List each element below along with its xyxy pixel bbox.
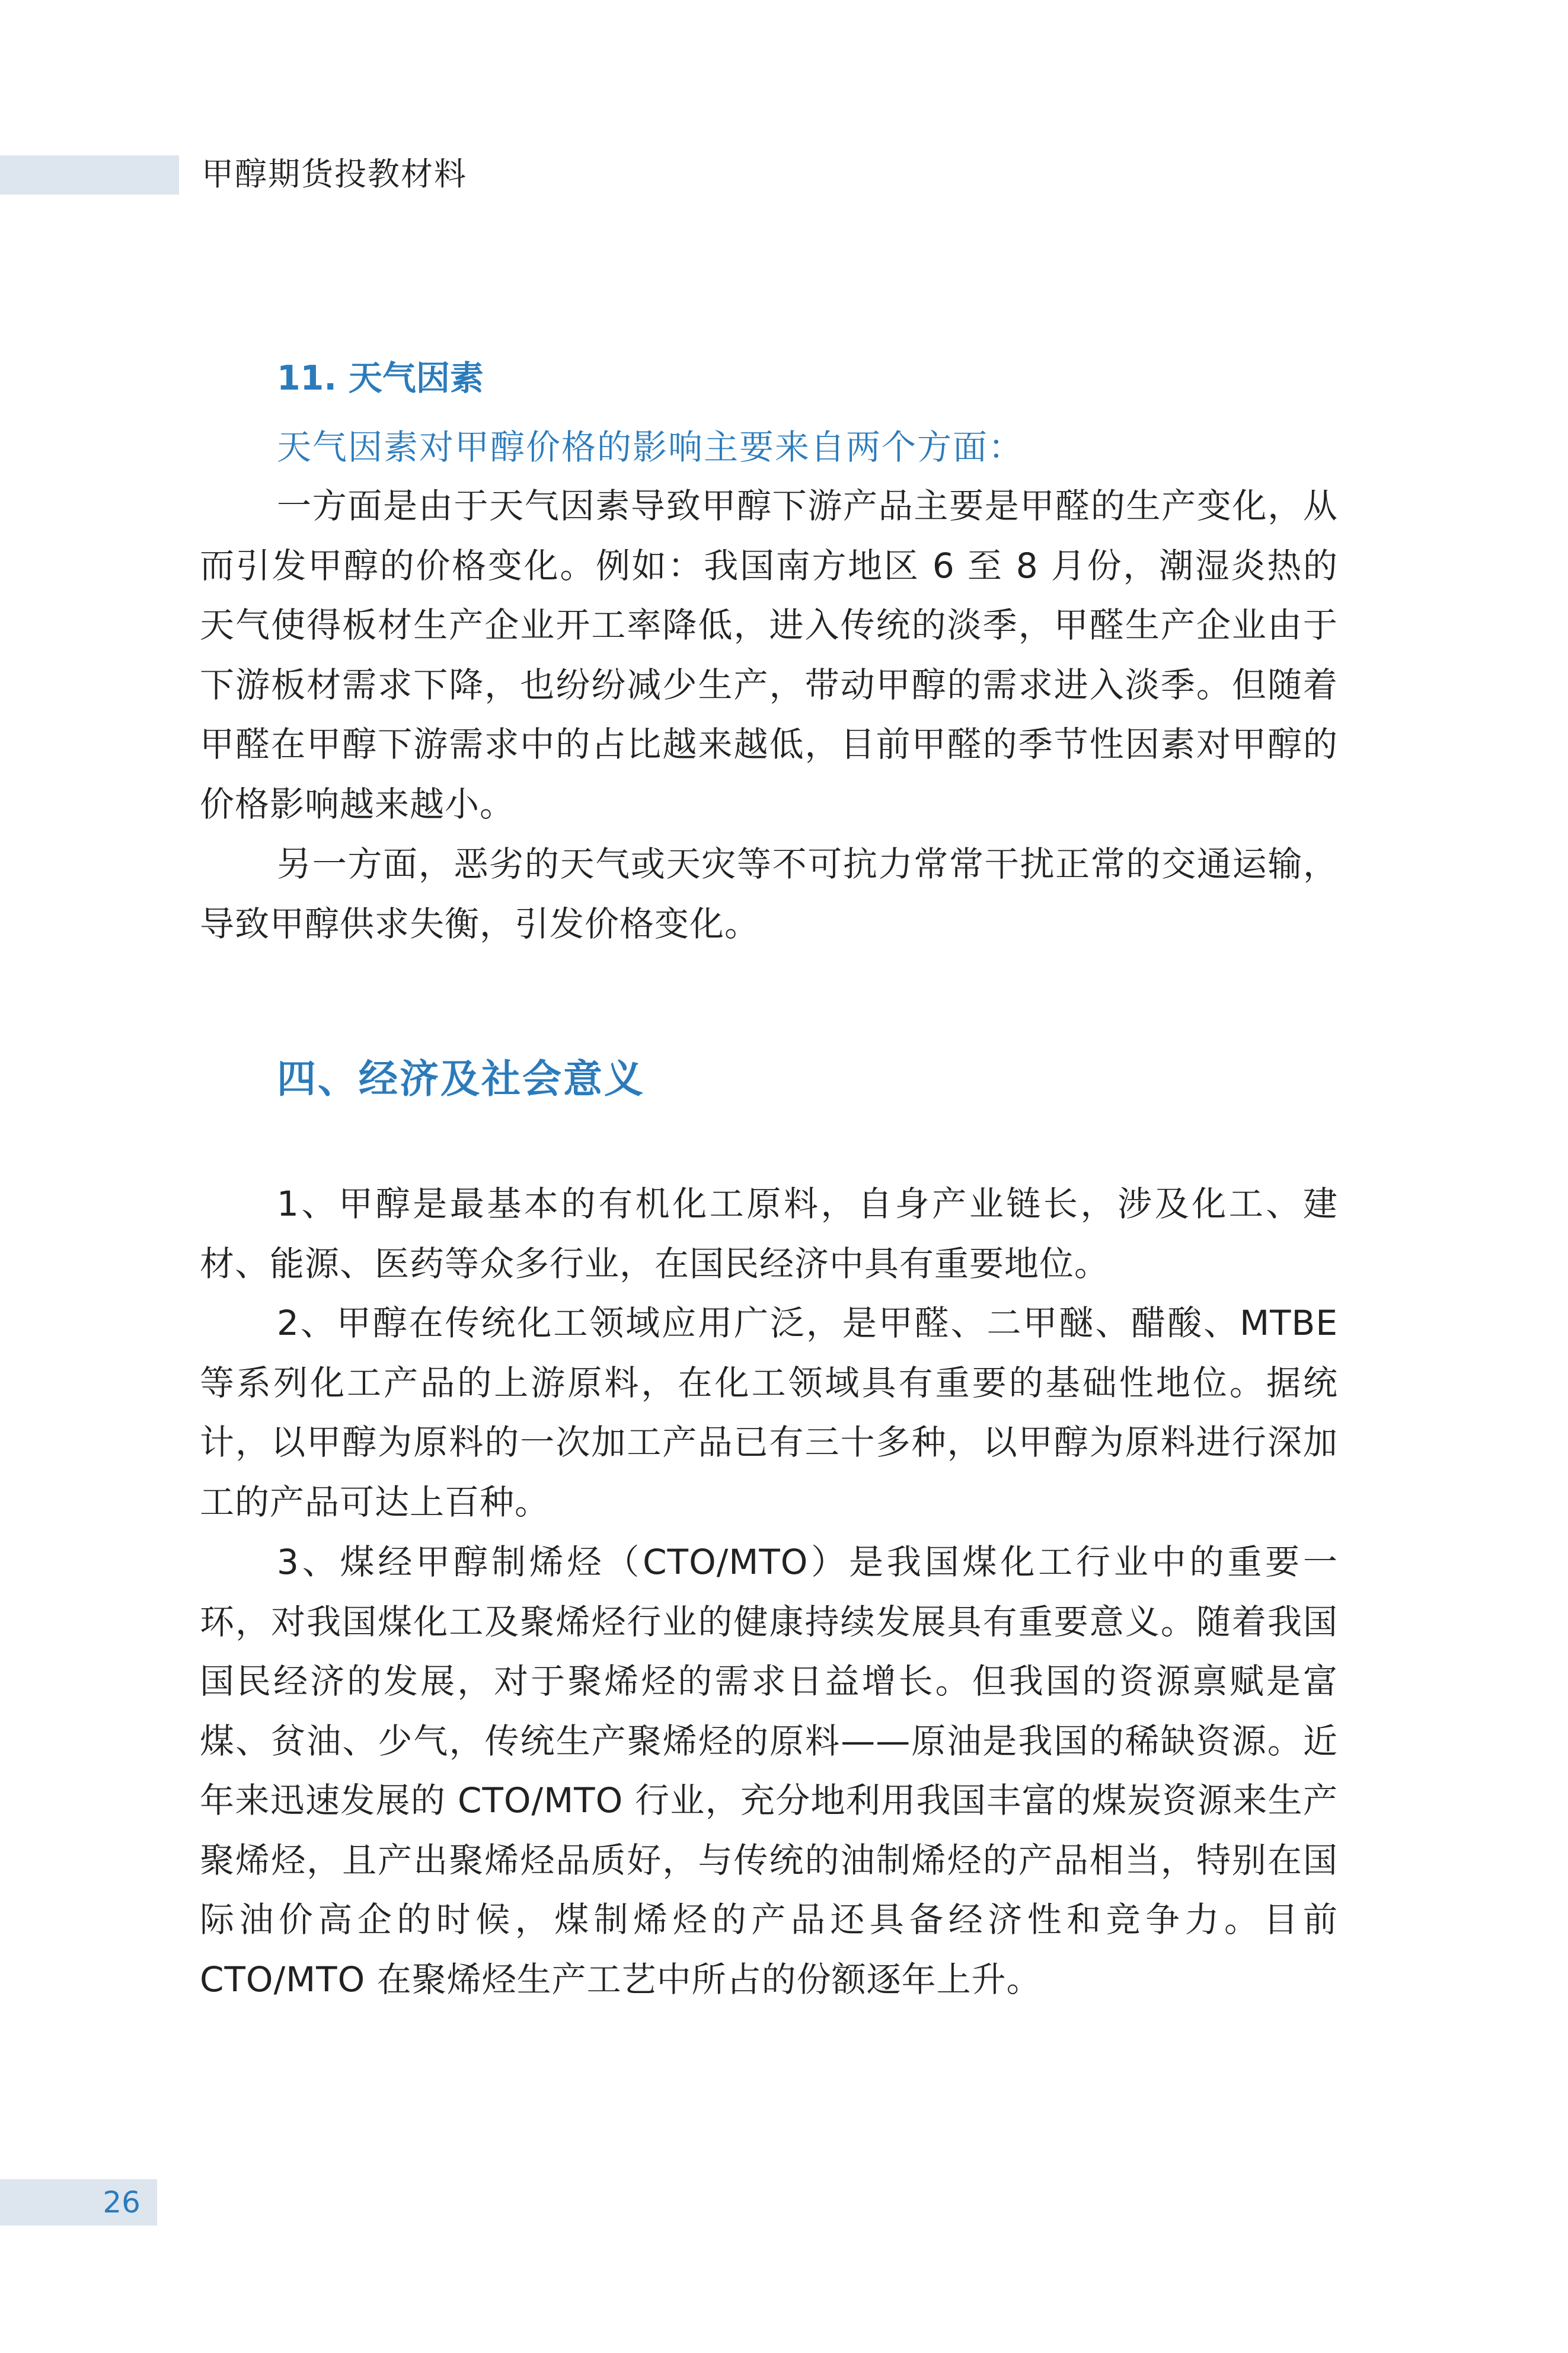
paragraph-weather-1: 一方面是由于天气因素导致甲醇下游产品主要是甲醛的生产变化，从而引发甲醇的价格变化。例如：我国南方地区 6 至 8 月份，潮湿炎热的天气使得板材生产企业开工率降低，进入传统的淡季，甲醛生产企业由于下游板材需求下降，也纷纷减少生产，带动甲醇的需求进入淡季。但随着甲醛在甲醇下游需求中的占比越来越低，目前甲醛的季节性因素对甲醇的价格影响越来越小。	[200, 486, 1338, 824]
paragraph-weather-2: 另一方面，恶劣的天气或天灾等不可抗力常常干扰正常的交通运输，导致甲醇供求失衡，引发价格变化。	[200, 844, 1338, 944]
chapter-heading: 四、经济及社会意义	[277, 1056, 645, 1102]
paragraph-significance-1: 1、甲醇是最基本的有机化工原料，自身产业链长，涉及化工、建材、能源、医药等众多行业，在国民经济中具有重要地位。	[200, 1184, 1338, 1284]
section-intro: 天气因素对甲醇价格的影响主要来自两个方面：	[277, 427, 1024, 467]
header-accent-bar	[0, 155, 179, 195]
page-number: 26	[103, 2185, 140, 2220]
paragraph-significance-3: 3、煤经甲醇制烯烃（CTO/MTO）是我国煤化工行业中的重要一环，对我国煤化工及聚烯烃行业的健康持续发展具有重要意义。随着我国国民经济的发展，对于聚烯烃的需求日益增长。但我国的资源禀赋是富煤、贫油、少气，传统生产聚烯烃的原料——原油是我国的稀缺资源。近年来迅速发展的 CTO/MTO 行业，充分地利用我国丰富的煤炭资源来生产聚烯烃，且产出聚烯烃品质好，与传统的油制烯烃的产品相当，特别在国际油价高企的时候，煤制烯烃的产品还具备经济性和竞争力。目前 CTO/MTO 在聚烯烃生产工艺中所占的份额逐年上升。	[200, 1542, 1338, 2000]
running-header-title: 甲醇期货投教材料	[202, 155, 467, 193]
paragraph-significance-2: 2、甲醇在传统化工领域应用广泛，是甲醛、二甲醚、醋酸、MTBE 等系列化工产品的上游原料，在化工领域具有重要的基础性地位。据统计，以甲醇为原料的一次加工产品已有三十多种，以甲醇为原料进行深加工的产品可达上百种。	[200, 1303, 1338, 1522]
page-number-box	[0, 2179, 157, 2226]
section-heading: 11. 天气因素	[277, 359, 484, 398]
